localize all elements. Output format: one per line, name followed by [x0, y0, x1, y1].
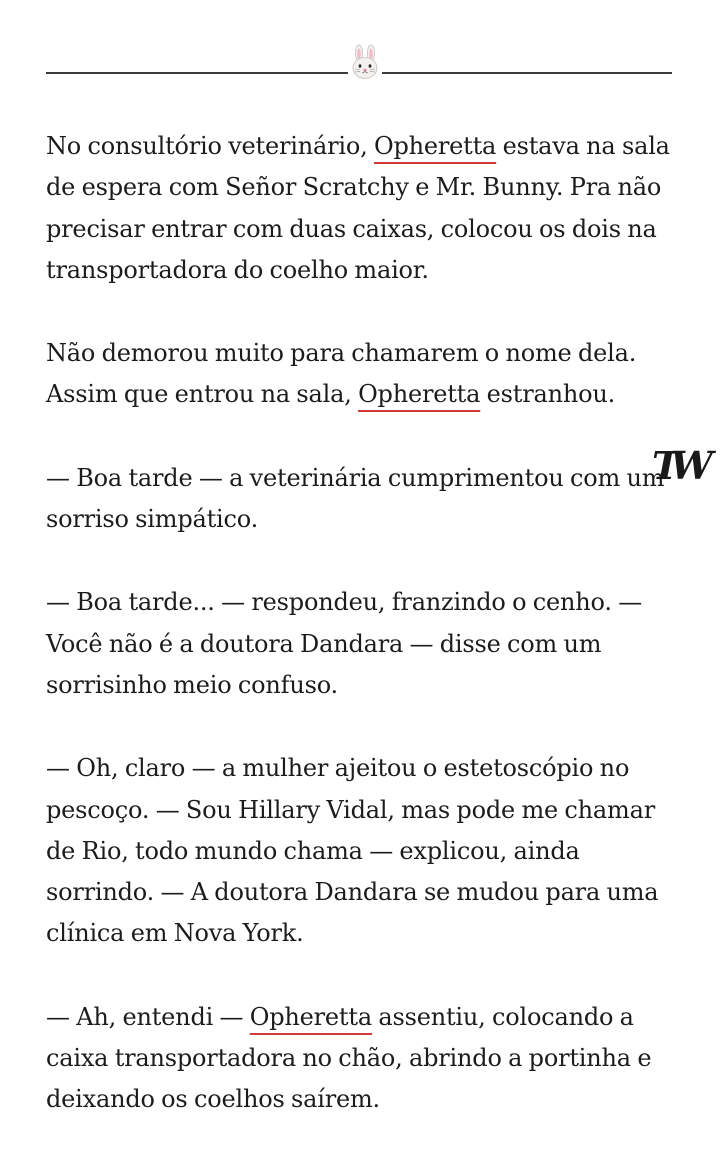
- character-name-link[interactable]: Opheretta: [373, 132, 497, 160]
- paragraph-text: Não demorou muito para chamarem o nome dela. Assim que entrou na sala,: [46, 339, 637, 409]
- story-paragraph: [46, 748, 676, 954]
- story-text: [46, 126, 676, 1163]
- paragraph-text: — Boa tarde — a veterinária cumprimentou com um sorriso simpático.: [46, 463, 665, 534]
- story-paragraph: [46, 997, 676, 1121]
- character-name-link[interactable]: Opheretta: [249, 1002, 372, 1031]
- story-paragraph: [46, 458, 676, 541]
- story-paragraph: [46, 582, 676, 706]
- section-divider: [46, 44, 672, 78]
- paragraph-text: estranhou.: [480, 380, 616, 409]
- twice-logo: TW: [652, 443, 703, 488]
- paragraph-text: — Ah, entendi —: [46, 1002, 250, 1031]
- divider-line-right: [382, 72, 672, 74]
- paragraph-text: assentiu, colocando a caixa transportadora no chão, abrindo a portinha e deixando os coelhos saírem.: [46, 1002, 652, 1114]
- paragraph-text: No consultório veterinário,: [46, 132, 374, 160]
- story-paragraph: [46, 333, 676, 416]
- paragraph-text: estava na sala de espera com Señor Scratchy e Mr. Bunny. Pra não precisar entrar com duas caixas, colocou os dois na transportadora do coelho maior.: [46, 132, 670, 284]
- divider-line-left: [46, 72, 348, 74]
- story-paragraph: [46, 126, 676, 291]
- paragraph-text: — Boa tarde... — respondeu, franzindo o cenho. — Você não é a doutora Dandara — disse com um sorrisinho meio confuso.: [46, 588, 642, 699]
- rabbit-face-icon: [347, 44, 383, 80]
- paragraph-text: — Oh, claro — a mulher ajeitou o estetoscópio no pescoço. — Sou Hillary Vidal, mas pode me chamar de Rio, todo mundo chama — explicou, ainda sorrindo. — A doutora Dandara se mudou para uma clínica em Nova York.: [46, 754, 659, 948]
- character-name-link[interactable]: Opheretta: [358, 380, 481, 409]
